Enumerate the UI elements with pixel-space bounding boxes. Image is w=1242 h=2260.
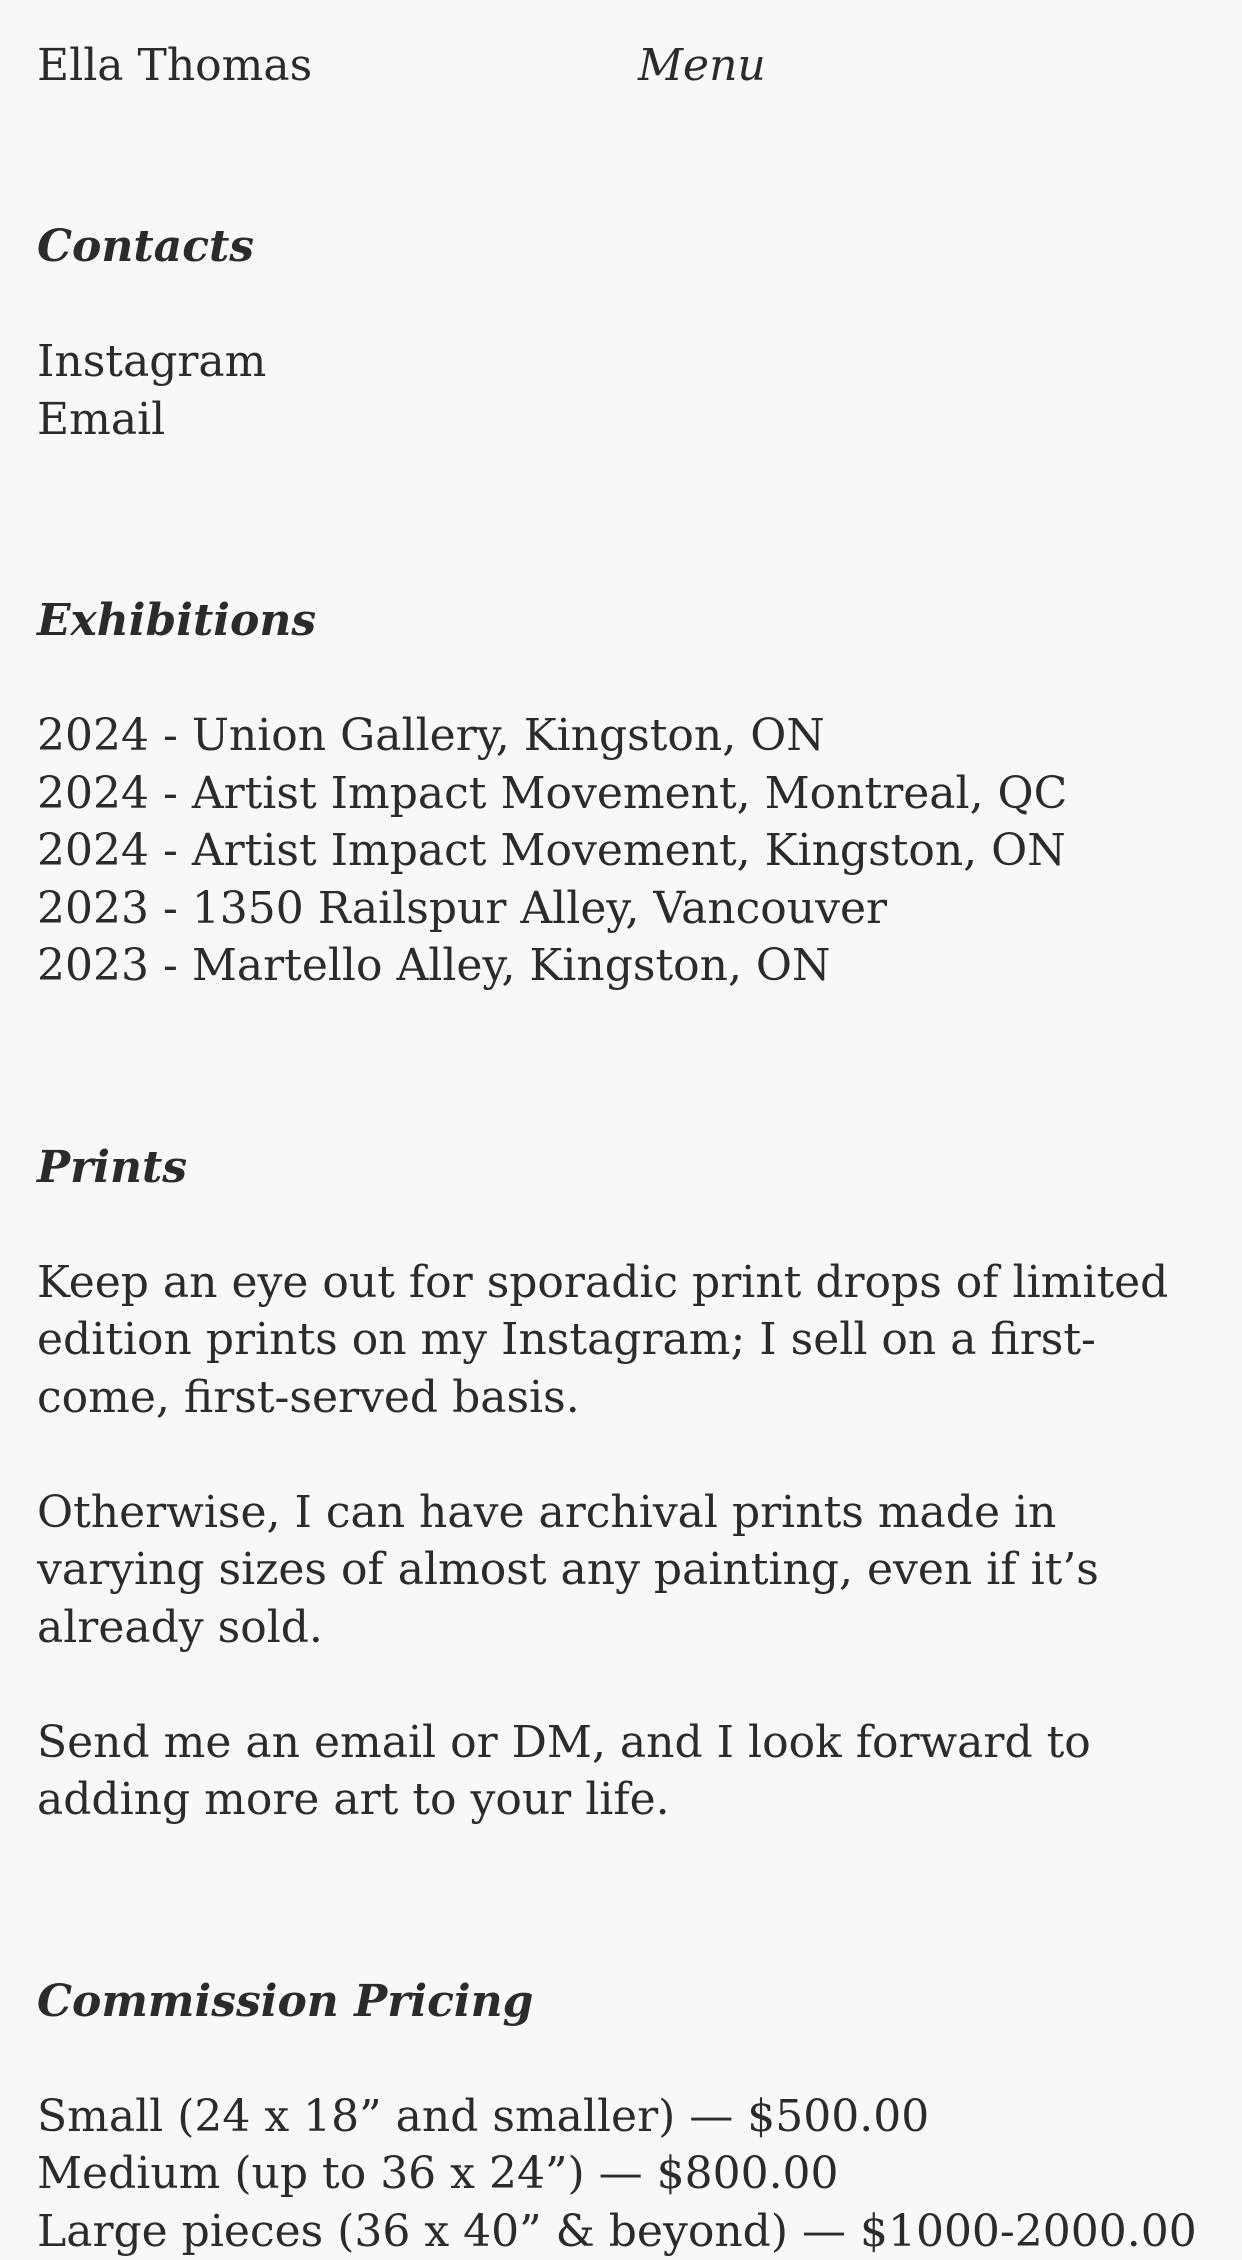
- price-item: Medium (up to 36 x 24”) — $800.00: [37, 2145, 1207, 2203]
- prints-paragraph: Send me an email or DM, and I look forward to adding more art to your life.: [37, 1714, 1207, 1829]
- prints-paragraph: Otherwise, I can have archival prints made in varying sizes of almost any painting, even if it’s already sold.: [37, 1484, 1207, 1657]
- site-name-link[interactable]: Ella Thomas: [37, 36, 312, 96]
- commission-heading: Commission Pricing: [37, 1973, 1207, 2031]
- email-link[interactable]: Email: [37, 391, 1207, 449]
- prints-heading: Prints: [37, 1139, 1207, 1197]
- price-item: Large pieces (36 x 40” & beyond) — $1000-2000.00: [37, 2203, 1207, 2260]
- prints-section: [37, 1139, 1207, 1829]
- contacts-heading: Contacts: [37, 218, 1207, 276]
- prints-paragraph: Keep an eye out for sporadic print drops of limited edition prints on my Instagram; I sell on a first-come, first-served basis.: [37, 1254, 1207, 1427]
- site-header: [37, 36, 1205, 96]
- prints-text: [37, 1254, 1207, 1829]
- exhibitions-heading: Exhibitions: [37, 592, 1207, 650]
- exhibition-item: 2023 - Martello Alley, Kingston, ON: [37, 937, 1207, 995]
- price-item: Small (24 x 18” and smaller) — $500.00: [37, 2088, 1207, 2146]
- exhibitions-list: [37, 707, 1207, 995]
- main-content: [37, 218, 1207, 2260]
- instagram-link[interactable]: Instagram: [37, 333, 1207, 391]
- contacts-links: [37, 333, 1207, 448]
- commission-section: [37, 1973, 1207, 2260]
- exhibition-item: 2023 - 1350 Railspur Alley, Vancouver: [37, 880, 1207, 938]
- exhibitions-section: [37, 592, 1207, 995]
- exhibition-item: 2024 - Artist Impact Movement, Kingston, ON: [37, 822, 1207, 880]
- commission-price-list: [37, 2088, 1207, 2260]
- contacts-section: [37, 218, 1207, 448]
- menu-button[interactable]: Menu: [638, 36, 766, 96]
- exhibition-item: 2024 - Union Gallery, Kingston, ON: [37, 707, 1207, 765]
- exhibition-item: 2024 - Artist Impact Movement, Montreal, QC: [37, 765, 1207, 823]
